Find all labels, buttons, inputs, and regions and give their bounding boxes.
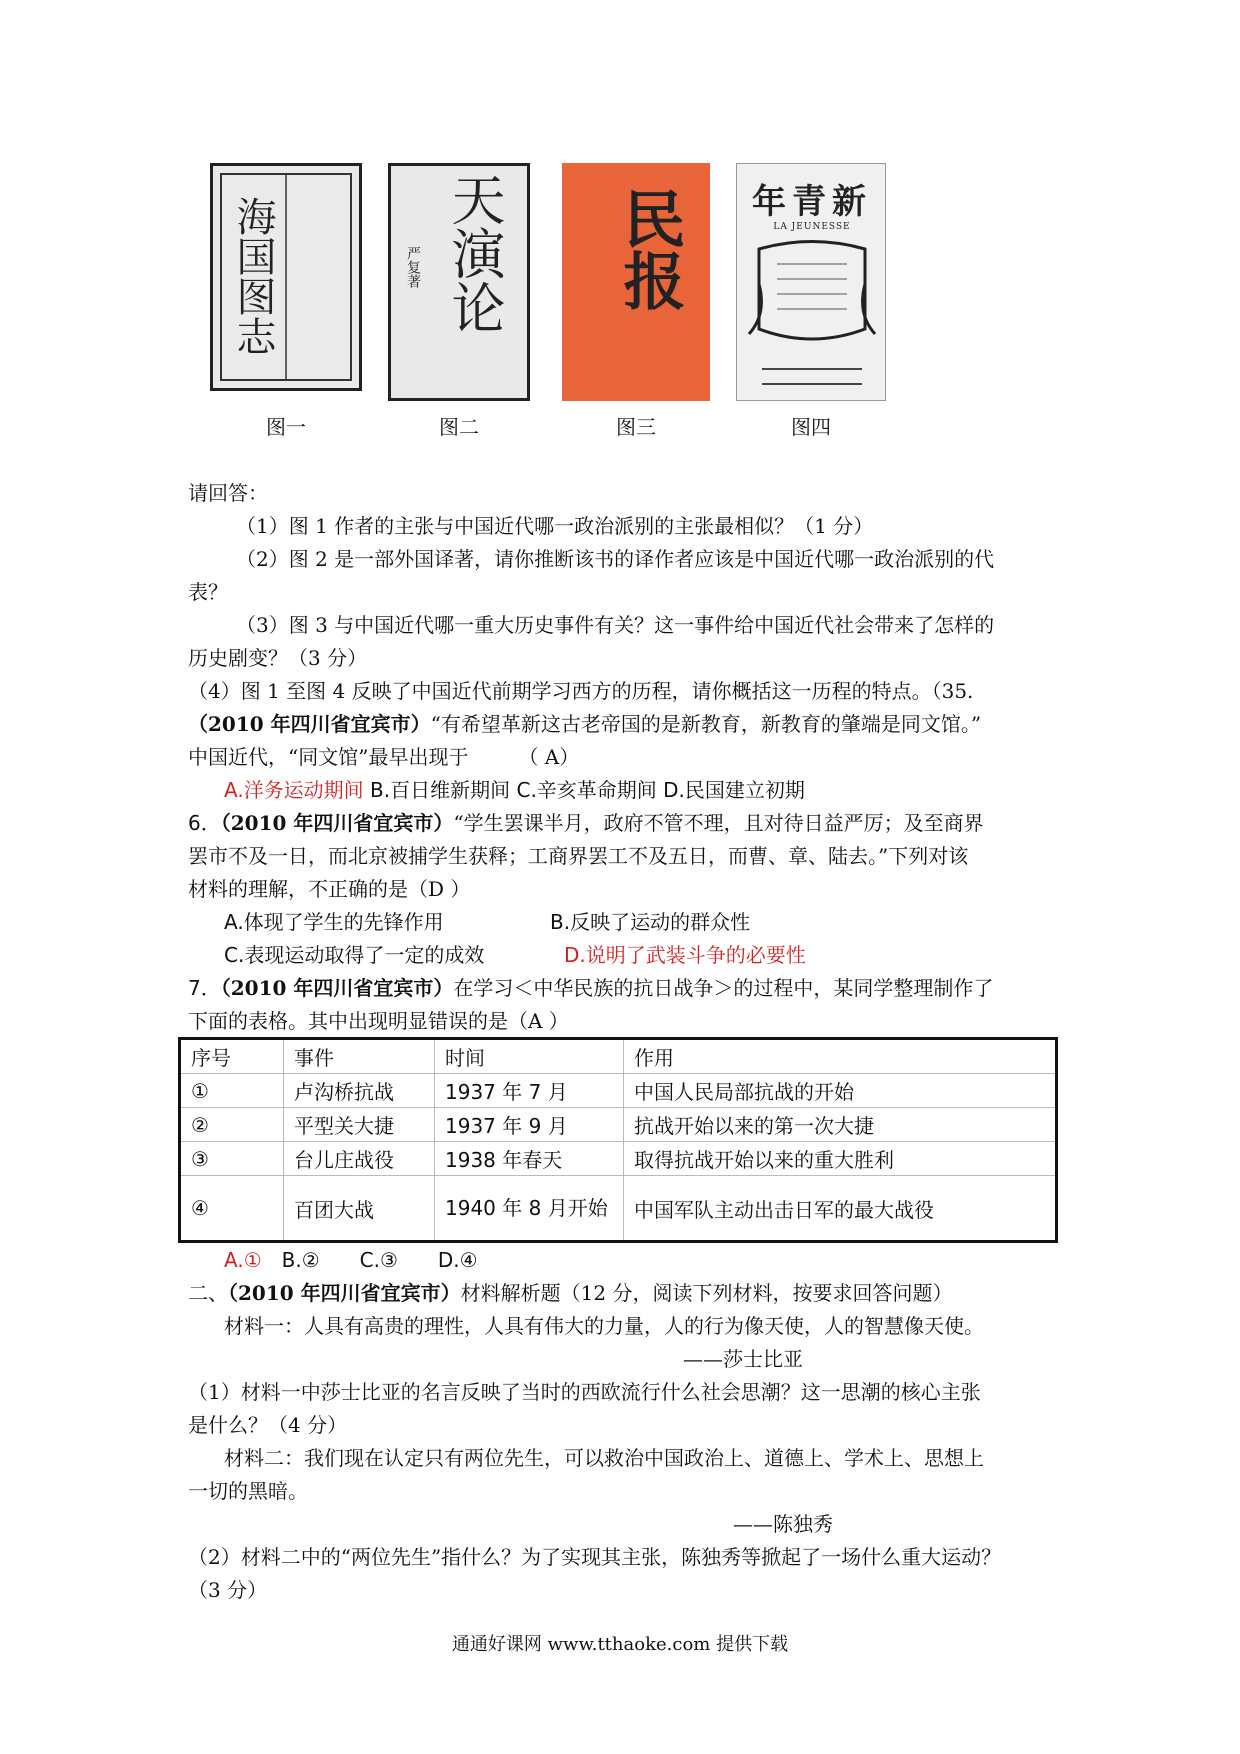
cover-title-text-3: 民报 [613,187,686,311]
question-3-line-1: （3）图 3 与中国近代哪一重大历史事件有关？这一事件给中国近代社会带来了怎样的 [236,613,995,637]
question-5-line-1 [188,708,1063,741]
table-cell: 台儿庄战役 [284,1142,435,1176]
question-5-line-2: 中国近代，“同文馆”最早出现于 （ A） [188,745,580,769]
question-7-number: 7． [188,976,221,1000]
question-6-number: 6． [188,811,221,835]
events-table [178,1037,1058,1243]
questions-block-2 [188,1244,1063,1607]
table-header-row [180,1039,1057,1074]
question-intro: 请回答： [188,481,268,505]
page-footer: 通通好课网 www.tthaoke.com 提供下载 [451,1634,789,1655]
table-cell: 抗战开始以来的第一次大捷 [624,1108,1057,1142]
material-2-attribution: ——陈独秀 [733,1512,833,1536]
question-6-answer-option: D.说明了武装斗争的必要性 [564,943,806,967]
book-cover-image-3 [562,163,710,401]
table-cell: ① [180,1074,284,1108]
table-cell: 中国军队主动出击日军的最大战役 [624,1176,1057,1242]
question-6-option-a: A.体现了学生的先锋作用 [224,910,444,934]
table-cell: ④ [180,1176,284,1242]
figures-row [210,163,910,453]
section-2-question-1-line-2: 是什么？（4 分） [188,1413,348,1437]
table-row [180,1074,1057,1108]
question-6-options-row-2 [188,939,1063,972]
book-cover-image-1 [210,163,362,391]
book-cover-image-2 [388,163,530,401]
question-6-line-3: 材料的理解，不正确的是（D ） [188,877,471,901]
question-6-options-row-1 [188,906,1063,939]
question-7-options [188,1244,1063,1277]
cover-title-text-4: 新青年 [752,182,872,222]
section-2-text: 材料解析题（12 分，阅读下列材料，按要求回答问题） [460,1281,953,1305]
table-header-cell: 序号 [180,1039,284,1074]
section-2-question-1-line-1: （1）材料一中莎士比亚的名言反映了当时的西欧流行什么社会思潮？这一思潮的核心主张 [188,1380,981,1404]
table-cell: 平型关大捷 [284,1108,435,1142]
question-6-option-b: B.反映了运动的群众性 [550,910,751,934]
question-5-source: （2010 年四川省宜宾市） [188,712,431,736]
question-6-line-2: 罢市不及一日，而北京被捕学生获释；工商界罢工不及五日，而曹、章、陆去。”下列对该 [188,844,969,868]
table-header-cell: 时间 [435,1039,624,1074]
section-2-question-2-line-1: （2）材料二中的“两位先生”指什么？为了实现其主张，陈独秀等掀起了一场什么重大运动？ [188,1545,1002,1569]
table-cell: 1938 年春天 [435,1142,624,1176]
table-cell: 百团大战 [284,1176,435,1242]
question-7-source: （2010 年四川省宜宾市） [220,976,454,1000]
cover-title-text-2: 天演论 [443,172,506,334]
cover-subtitle-text-4: LA JEUNESSE [773,222,851,232]
section-2-number: 二、 [188,1281,228,1305]
question-6-source: （2010 年四川省宜宾市） [220,811,454,835]
table-row [180,1142,1057,1176]
figure-caption-4: 图四 [791,415,831,439]
question-5-text: “有希望革新这古老帝国的是新教育，新教育的肇端是同文馆。” [430,712,982,736]
question-7-answer-option: A.① [224,1248,262,1272]
figure-caption-1: 图一 [266,415,306,439]
book-cover-image-4 [736,163,886,401]
table-cell: ③ [180,1142,284,1176]
questions-block-1 [188,477,1063,1038]
question-4-line: （4）图 1 至图 4 反映了中国近代前期学习西方的历程，请你概括这一历程的特点。（35. [188,679,974,703]
material-1-attribution: ——莎士比亚 [683,1347,803,1371]
question-6-text: “学生罢课半月，政府不管不理，且对待日益严厉；及至商界 [453,811,984,835]
question-5-other-options: B.百日维新期间 C.辛亥革命期间 D.民国建立初期 [363,778,805,802]
cover-seal-text-1: 海国图志 [230,196,276,356]
table-cell: 1940 年 8 月开始 [435,1176,624,1242]
figure-caption-2: 图二 [439,415,479,439]
table-cell: 1937 年 9 月 [435,1108,624,1142]
material-1: 材料一：人具有高贵的理性，人具有伟大的力量，人的行为像天使，人的智慧像天使。 [224,1314,984,1338]
question-3-line-2: 历史剧变？（3 分） [188,646,368,670]
question-7-line-2: 下面的表格。其中出现明显错误的是（A ） [188,1009,569,1033]
material-2-line-1: 材料二：我们现在认定只有两位先生，可以救治中国政治上、道德上、学术上、思想上 [224,1446,984,1470]
question-1: （1）图 1 作者的主张与中国近代哪一政治派别的主张最相似？（1 分） [236,514,874,538]
question-7-other-options: B.② C.③ D.④ [261,1248,478,1272]
question-7-text: 在学习＜中华民族的抗日战争＞的过程中，某同学整理制作了 [453,976,994,1000]
table-cell: 卢沟桥抗战 [284,1074,435,1108]
question-5-options [188,774,1063,807]
table-row [180,1176,1057,1242]
table-cell: 取得抗战开始以来的重大胜利 [624,1142,1057,1176]
cover-author-text-2: 严复著 [405,246,421,288]
section-2-heading [188,1277,1063,1310]
question-6-line-1 [188,807,1063,840]
table-header-cell: 事件 [284,1039,435,1074]
section-2-source: （2010 年四川省宜宾市） [228,1281,461,1305]
question-2-line-1: （2）图 2 是一部外国译著，请你推断该书的译作者应该是中国近代哪一政治派别的代 [236,547,995,571]
material-2-line-2: 一切的黑暗。 [188,1479,308,1503]
question-6-option-c: C.表现运动取得了一定的成效 [224,943,485,967]
question-7-line-1 [188,972,1063,1005]
table-cell: ② [180,1108,284,1142]
section-2-question-2-line-2: （3 分） [188,1578,268,1602]
table-row [180,1108,1057,1142]
figure-caption-3: 图三 [616,415,656,439]
question-5-answer-option: A.洋务运动期间 [224,778,364,802]
table-cell: 中国人民局部抗战的开始 [624,1074,1057,1108]
table-header-cell: 作用 [624,1039,1057,1074]
question-2-line-2: 表？ [188,580,228,604]
table-cell: 1937 年 7 月 [435,1074,624,1108]
